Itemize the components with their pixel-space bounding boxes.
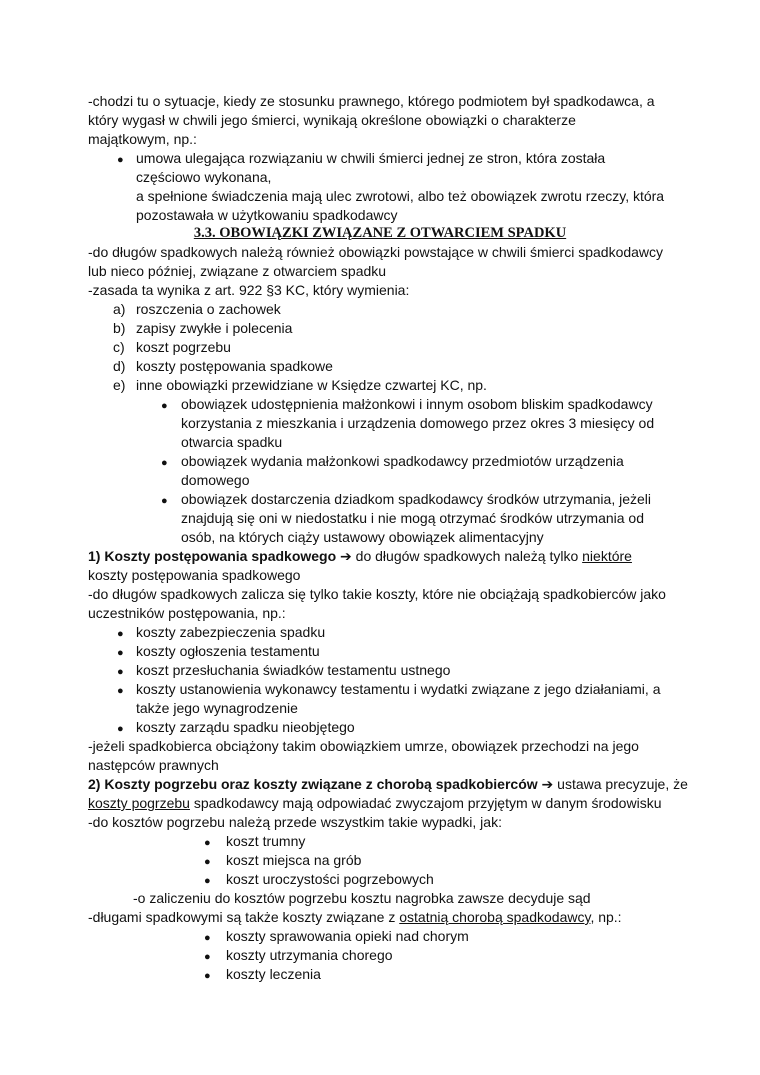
underlined-text: niektóre — [582, 548, 632, 564]
text-line: -chodzi tu o sytuacje, kiedy ze stosunku prawnego, którego podmiotem był spadkodawca, a — [88, 93, 655, 109]
list-item: częściowo wykonana, — [136, 169, 272, 185]
list-item: obowiązek wydania małżonkowi spadkodawcy przedmiotów urządzenia — [181, 453, 624, 469]
text-line — [88, 794, 661, 813]
list-item: koszt trumny — [226, 833, 306, 849]
text-line: majątkowym, np.: — [88, 131, 197, 147]
list-item: pozostawała w użytkowaniu spadkodawcy — [136, 207, 398, 223]
list-item: koszty zarządu spadku nieobjętego — [136, 719, 355, 735]
list-item: koszty leczenia — [226, 966, 321, 982]
bullet-icon: ● — [117, 666, 124, 678]
text-line: który wygasł w chwili jego śmierci, wynikają określone obowiązki o charakterze — [88, 112, 576, 128]
list-label: e) — [113, 377, 126, 393]
list-item: koszt miejsca na grób — [226, 852, 362, 868]
text-line: -jeżeli spadkobierca obciążony takim obowiązkiem umrze, obowiązek przechodzi na jego — [88, 738, 639, 754]
bullet-icon: ● — [117, 647, 124, 659]
text-line: następców prawnych — [88, 757, 219, 773]
text-line: uczestników postępowania, np.: — [88, 605, 286, 621]
list-item: koszty ogłoszenia testamentu — [136, 643, 320, 659]
list-item: umowa ulegająca rozwiązaniu w chwili śmierci jednej ze stron, która została — [136, 150, 606, 166]
list-item: koszt przesłuchania świadków testamentu ustnego — [136, 662, 451, 678]
subsection-title — [88, 775, 688, 794]
bullet-icon: ● — [204, 951, 211, 963]
list-label: b) — [113, 320, 126, 336]
bullet-icon: ● — [204, 856, 211, 868]
list-item: domowego — [181, 472, 250, 488]
text-line: -do długów spadkowych zalicza się tylko takie koszty, które nie obciążają spadkobierców jako — [88, 586, 666, 602]
text-line — [88, 908, 622, 927]
list-label: d) — [113, 358, 126, 374]
bullet-icon: ● — [204, 837, 211, 849]
text-prefix: -długami spadkowymi są także koszty związane z — [88, 909, 400, 925]
list-item: osób, na których ciąży ustawowy obowiązek alimentacyjny — [181, 529, 544, 545]
bullet-icon: ● — [117, 154, 124, 166]
bullet-icon: ● — [161, 457, 168, 469]
list-item: inne obowiązki przewidziane w Księdze czwartej KC, np. — [136, 377, 487, 393]
list-item: koszty postępowania spadkowe — [136, 358, 333, 374]
underlined-text: koszty pogrzebu — [88, 795, 190, 811]
list-item: obowiązek dostarczenia dziadkom spadkodawcy środków utrzymania, jeżeli — [181, 491, 652, 507]
bullet-icon: ● — [117, 628, 124, 640]
subsection-title-bold: 2) Koszty pogrzebu oraz koszty związane z chorobą spadkobierców — [88, 776, 538, 792]
list-item: koszty sprawowania opieki nad chorym — [226, 928, 469, 944]
list-item: koszt uroczystości pogrzebowych — [226, 871, 434, 887]
arrow-right-icon: ➔ — [541, 776, 554, 792]
section-heading: 3.3. OBOWIĄZKI ZWIĄZANE Z OTWARCIEM SPADKU — [193, 225, 567, 241]
list-item: znajdują się oni w niedostatku i nie mogą otrzymać środków utrzymania od — [181, 510, 645, 526]
list-item: roszczenia o zachowek — [136, 301, 281, 317]
text-suffix: , np.: — [590, 909, 622, 925]
bullet-icon: ● — [204, 970, 211, 982]
text-line: -zasada ta wynika z art. 922 §3 KC, który wymienia: — [88, 282, 410, 298]
bullet-icon: ● — [161, 495, 168, 507]
list-item: zapisy zwykłe i polecenia — [136, 320, 293, 336]
list-label: a) — [113, 301, 126, 317]
text-line: -do długów spadkowych należą również obowiązki powstające w chwili śmierci spadkodawcy — [88, 244, 664, 260]
arrow-right-icon: ➔ — [340, 548, 352, 564]
text-continuation: spadkodawcy mają odpowiadać zwyczajom przyjętym w danym środowisku — [189, 795, 662, 811]
title-continuation: ustawa precyzuje, że — [553, 776, 688, 792]
text-line: -o zaliczeniu do kosztów pogrzebu kosztu nagrobka zawsze decyduje sąd — [133, 890, 591, 906]
list-item: a spełnione świadczenia mają ulec zwrotowi, albo też obowiązek zwrotu rzeczy, która — [136, 188, 665, 204]
bullet-icon: ● — [204, 932, 211, 944]
text-line: lub nieco później, związane z otwarciem spadku — [88, 263, 387, 279]
bullet-icon: ● — [204, 875, 211, 887]
list-item: obowiązek udostępnienia małżonkowi i innym osobom bliskim spadkodawcy — [181, 396, 653, 412]
list-item: korzystania z mieszkania i urządzenia domowego przez okres 3 miesięcy od — [181, 415, 655, 431]
text-line: koszty postępowania spadkowego — [88, 567, 301, 583]
underlined-text: ostatnią chorobą spadkodawcy — [399, 909, 591, 925]
subsection-title — [88, 547, 632, 566]
list-item: także jego wynagrodzenie — [136, 700, 298, 716]
title-continuation: do długów spadkowych należą tylko — [351, 548, 583, 564]
subsection-title-bold: 1) Koszty postępowania spadkowego — [88, 548, 337, 564]
bullet-icon: ● — [117, 685, 124, 697]
bullet-icon: ● — [161, 400, 168, 412]
list-item: koszty ustanowienia wykonawcy testamentu i wydatki związane z jego działaniami, a — [136, 681, 661, 697]
list-item: otwarcia spadku — [181, 434, 283, 450]
list-item: koszty utrzymania chorego — [226, 947, 393, 963]
text-line: -do kosztów pogrzebu należą przede wszystkim takie wypadki, jak: — [88, 814, 502, 830]
list-item: koszt pogrzebu — [136, 339, 231, 355]
list-item: koszty zabezpieczenia spadku — [136, 624, 326, 640]
bullet-icon: ● — [117, 723, 124, 735]
list-label: c) — [113, 339, 125, 355]
